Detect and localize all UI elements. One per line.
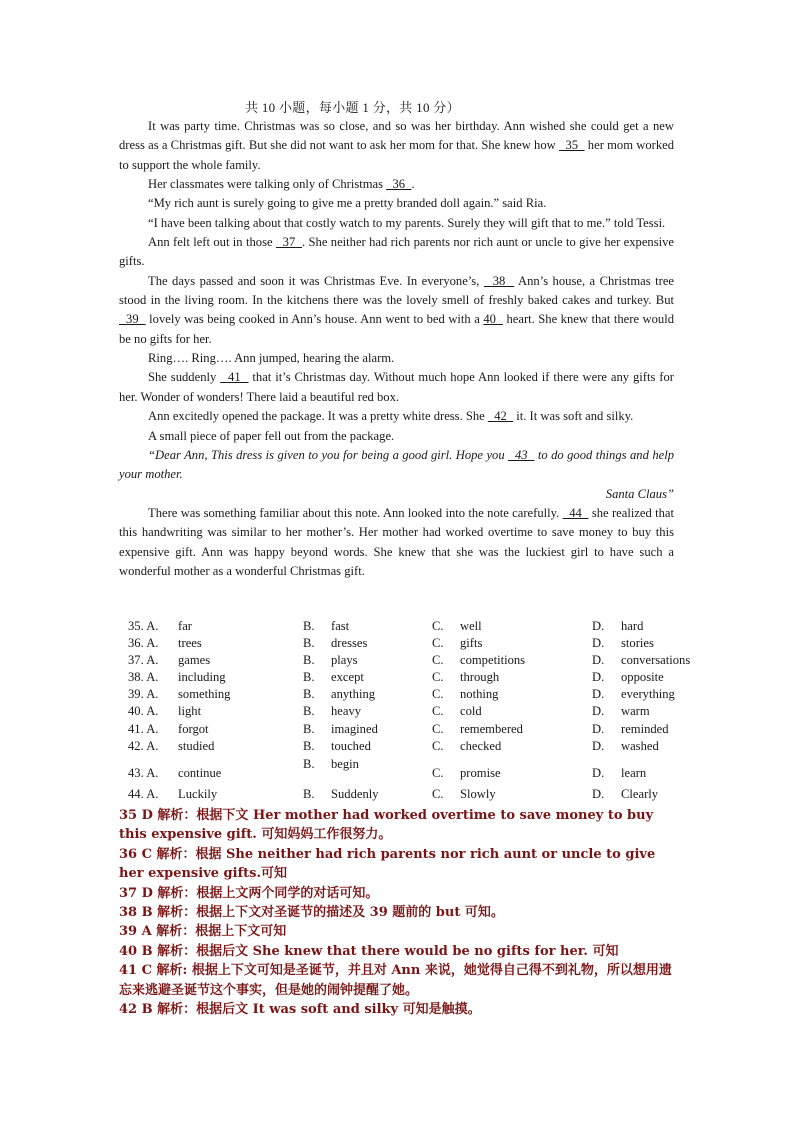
option-letter: D. <box>592 653 605 668</box>
option-c: promise <box>460 765 501 780</box>
option-letter: C. <box>432 687 444 702</box>
option-letter: D. <box>592 786 605 801</box>
paragraph <box>119 233 674 272</box>
blank-43: 43 <box>508 447 535 462</box>
option-d: learn <box>621 765 647 780</box>
text: Her classmates were talking only of Christmas <box>148 177 387 192</box>
option-row-44 <box>128 787 728 804</box>
option-b: imagined <box>331 721 378 736</box>
blank-41: 41 <box>220 370 249 385</box>
option-row-35 <box>128 619 728 636</box>
option-letter: C. <box>432 738 444 753</box>
option-row-40 <box>128 704 728 721</box>
option-row-39 <box>128 687 728 704</box>
answer-37: 37 D 解析：根据上文两个同学的对话可知。 <box>119 885 379 901</box>
option-a: light <box>178 704 202 719</box>
option-row-36 <box>128 636 728 653</box>
option-letter: D. <box>592 687 605 702</box>
option-d: warm <box>621 704 650 719</box>
text: Ann’s house, a Christmas tree stood in the living room. In the kitchens there was the lovely smell of freshly baked cakes and turkey. But <box>119 273 674 308</box>
option-letter: B. <box>303 619 315 633</box>
option-letter: B. <box>303 636 315 651</box>
text: Ann excitedly opened the package. It was a pretty white dress. She <box>148 409 488 424</box>
answer-38: 38 B 解析：根据上下文对圣诞节的描述及 39 题前的 but 可知。 <box>119 905 504 921</box>
question-number: 39. A. <box>128 687 159 702</box>
paragraph: Ring…. Ring…. Ann jumped, hearing the alarm. <box>148 351 395 366</box>
options-table <box>128 619 728 804</box>
paragraph <box>119 117 674 175</box>
option-d: conversations <box>621 653 691 668</box>
option-b: dresses <box>331 636 368 651</box>
blank-37: 37 <box>275 235 302 250</box>
option-letter: C. <box>432 786 444 801</box>
paragraph <box>119 272 674 349</box>
option-a: Luckily <box>178 786 218 801</box>
option-letter: B. <box>303 704 315 719</box>
text: It was party time. Christmas was so close, and so was her birthday. Ann wished she could get a new dress as a Christmas gift. But she did not want to ask her mom for that. She knew how <box>119 119 674 153</box>
answer-explanations <box>119 806 679 1019</box>
paragraph: “My rich aunt is surely going to give me a pretty branded doll again.” said Ria. <box>148 196 547 211</box>
option-letter: C. <box>432 670 444 685</box>
blank-42: 42 <box>487 409 514 424</box>
option-b: anything <box>331 687 376 702</box>
option-letter: B. <box>303 653 315 668</box>
option-letter: B. <box>303 756 315 771</box>
paragraph: “I have been talking about that costly watch to my parents. Surely they will gift that to me.” told Tessi. <box>148 215 666 230</box>
option-a: including <box>178 670 226 685</box>
question-number: 37. A. <box>128 653 159 668</box>
option-letter: D. <box>592 765 605 780</box>
option-b: begin <box>331 756 359 771</box>
option-b: plays <box>331 653 358 668</box>
option-c: well <box>460 619 482 633</box>
option-d: hard <box>621 619 644 633</box>
option-d: everything <box>621 687 675 702</box>
answer-42: 42 B 解析：根据后文 It was soft and silky 可知是触摸。 <box>119 1002 481 1018</box>
option-c: through <box>460 670 500 685</box>
option-d: opposite <box>621 670 664 685</box>
option-letter: D. <box>592 704 605 719</box>
text: to do good things and help your mother. <box>119 447 674 482</box>
option-a: something <box>178 687 231 702</box>
option-letter: B. <box>303 786 315 801</box>
option-a: forgot <box>178 721 209 736</box>
answer-41: 41 C 解析: 根据上下文可知是圣诞节，并且对 Ann 来说，她觉得自己得不到礼物，所以想用遗忘来逃避圣诞节这个事实，但是她的闹钟提醒了她。 <box>119 963 672 998</box>
option-a: far <box>178 619 192 633</box>
option-letter: C. <box>432 765 444 780</box>
paragraph <box>119 368 674 407</box>
cloze-passage <box>119 117 674 581</box>
option-d: washed <box>621 738 659 753</box>
text: She suddenly <box>148 370 221 385</box>
note-paragraph <box>119 446 674 485</box>
paragraph: A small piece of paper fell out from the package. <box>148 428 395 443</box>
text: it. It was soft and silky. <box>513 409 634 424</box>
option-c: remembered <box>460 721 523 736</box>
section-heading: 共 10 小题，每小题 1 分，共 10 分） <box>245 100 460 115</box>
option-d: Clearly <box>621 786 659 801</box>
text: The days passed and soon it was Christmas Eve. In everyone’s, <box>148 273 484 288</box>
question-number: 38. A. <box>128 670 159 685</box>
text: lovely was being cooked in Ann’s house. Ann went to bed with a <box>145 312 484 327</box>
option-c: competitions <box>460 653 526 668</box>
option-letter: B. <box>303 738 315 753</box>
text: her mom worked to support the whole family. <box>119 138 675 172</box>
option-row-41 <box>128 722 728 739</box>
answer-40: 40 B 解析：根据后文 She knew that there would be no gifts for her. 可知 <box>119 943 619 959</box>
option-letter: B. <box>303 721 315 736</box>
option-a: studied <box>178 738 215 753</box>
option-b: Suddenly <box>331 786 379 801</box>
option-c: checked <box>460 738 502 753</box>
option-row-38 <box>128 670 728 687</box>
option-b: touched <box>331 738 371 753</box>
option-letter: C. <box>432 619 444 633</box>
option-row-43 <box>128 756 728 787</box>
option-a: continue <box>178 765 222 780</box>
text: Ann felt left out in those <box>148 235 276 250</box>
option-c: Slowly <box>460 786 496 801</box>
option-a: games <box>178 653 211 668</box>
blank-38: 38 <box>483 273 515 288</box>
blank-35: 35 <box>559 138 585 153</box>
option-c: gifts <box>460 636 483 651</box>
question-number: 44. A. <box>128 786 159 801</box>
blank-39: 39 <box>119 312 146 327</box>
paragraph <box>119 407 674 426</box>
question-number: 35. A. <box>128 619 159 633</box>
text: . <box>411 177 415 192</box>
option-letter: B. <box>303 687 315 702</box>
text: There was something familiar about this note. Ann looked into the note carefully. <box>148 505 563 520</box>
text: heart. She knew that there would be no gifts for her. <box>119 312 675 346</box>
text: that it’s Christmas day. Without much hope Ann looked if there were any gifts for her. Wonder of wonders! There laid a beautiful red box. <box>119 370 674 404</box>
answer-39: 39 A 解析：根据上下文可知 <box>119 924 287 940</box>
answer-36: 36 C 解析：根据 She neither had rich parents nor rich aunt or uncle to give her expensive gifts.可知 <box>119 846 656 882</box>
blank-44: 44 <box>562 505 589 520</box>
option-letter: C. <box>432 704 444 719</box>
question-number: 42. A. <box>128 738 159 753</box>
text: . She neither had rich parents nor rich aunt or uncle to give her expensive gifts. <box>119 235 674 269</box>
option-letter: C. <box>432 721 444 736</box>
option-c: nothing <box>460 687 499 702</box>
option-b: except <box>331 670 364 685</box>
text: “Dear Ann, This dress is given to you for being a good girl. Hope you <box>148 447 509 462</box>
question-number: 41. A. <box>128 721 159 736</box>
text: she realized that this handwriting was similar to her mother’s. Her mother had worked overtime to save money to buy this expensive gift. Ann was happy beyond words. She knew that she was the luckiest girl to have such a wonderful mother as a wonderful Christmas gift. <box>119 505 675 578</box>
note-signature: Santa Claus” <box>605 486 674 501</box>
option-letter: C. <box>432 636 444 651</box>
option-letter: D. <box>592 636 605 651</box>
option-letter: D. <box>592 670 605 685</box>
option-b: fast <box>331 619 350 633</box>
option-letter: D. <box>592 619 605 633</box>
option-row-37 <box>128 653 728 670</box>
option-letter: B. <box>303 670 315 685</box>
paragraph <box>119 504 674 581</box>
question-number: 36. A. <box>128 636 159 651</box>
option-b: heavy <box>331 704 362 719</box>
option-a: trees <box>178 636 202 651</box>
answer-35: 35 D 解析：根据下文 Her mother had worked overtime to save money to buy this expensive gift. 可知妈妈工作很努力。 <box>119 808 654 843</box>
blank-40: 40 <box>483 312 503 327</box>
paragraph <box>119 175 674 194</box>
option-letter: C. <box>432 653 444 668</box>
option-c: cold <box>460 704 482 719</box>
blank-36: 36 <box>386 177 412 192</box>
option-d: reminded <box>621 721 669 736</box>
question-number: 43. A. <box>128 765 159 780</box>
option-letter: D. <box>592 738 605 753</box>
option-letter: D. <box>592 721 605 736</box>
question-number: 40. A. <box>128 704 159 719</box>
option-d: stories <box>621 636 654 651</box>
option-row-42 <box>128 739 728 756</box>
